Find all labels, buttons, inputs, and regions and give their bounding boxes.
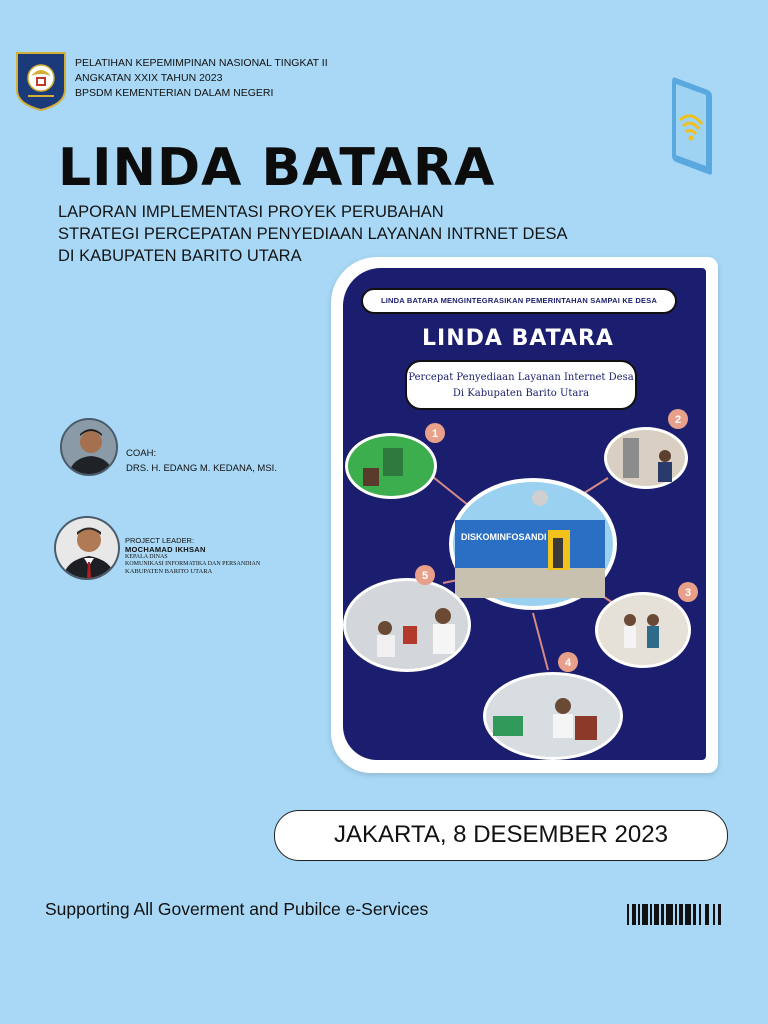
poster-title: LINDA BATARA — [422, 326, 614, 351]
subtitle-line-3: DI KABUPATEN BARITO UTARA — [58, 247, 302, 265]
coach-label: COAH: — [126, 448, 157, 459]
date-pill: JAKARTA, 8 DESEMBER 2023 — [274, 810, 728, 861]
institution-block — [75, 56, 328, 101]
svg-text:2: 2 — [674, 414, 682, 426]
subtitle-line-1: LAPORAN IMPLEMENTASI PROYEK PERUBAHAN — [58, 203, 444, 221]
badge-2 — [668, 409, 688, 429]
center-photo — [449, 478, 617, 610]
phone-wifi-icon — [668, 76, 714, 178]
photo-2 — [604, 427, 688, 489]
leader-region: KABUPATEN BARITO UTARA — [125, 568, 213, 575]
leader-avatar — [54, 516, 120, 580]
project-poster — [343, 268, 706, 760]
photo-1 — [345, 433, 437, 499]
leader-label: PROJECT LEADER: — [125, 536, 195, 545]
poster-banner: LINDA BATARA MENGINTEGRASIKAN PEMERINTAHAN SAMPAI KE DESA — [361, 288, 677, 314]
svg-text:4: 4 — [564, 657, 572, 669]
coach-text — [126, 446, 277, 476]
kemendagri-emblem-icon — [14, 50, 68, 112]
svg-text:1: 1 — [431, 428, 439, 440]
main-title: LINDA BATARA — [58, 138, 496, 198]
leader-name: MOCHAMAD IKHSAN — [125, 545, 206, 554]
institution-line-2: ANGKATAN XXIX TAHUN 2023 — [75, 72, 223, 84]
badge-5 — [415, 565, 435, 585]
connector-4 — [533, 613, 548, 670]
poster-subtitle-line-1: Percepat Penyediaan Layanan Internet Desa — [408, 372, 634, 383]
barcode-icon — [627, 904, 721, 925]
institution-line-1: PELATIHAN KEPEMIMPINAN NASIONAL TINGKAT II — [75, 57, 328, 69]
poster-subtitle-line-2: Di Kabupaten Barito Utara — [452, 388, 590, 399]
leader-office: KOMUNIKASI INFORMATIKA DAN PERSANDIAN — [125, 561, 261, 567]
svg-text:5: 5 — [421, 570, 429, 582]
institution-line-3: BPSDM KEMENTERIAN DALAM NEGERI — [75, 87, 274, 99]
poster-subtitle — [405, 360, 637, 410]
coach-name: DRS. H. EDANG M. KEDANA, MSI. — [126, 463, 277, 474]
svg-text:3: 3 — [684, 587, 692, 599]
leader-text — [125, 536, 260, 576]
badge-1 — [425, 423, 445, 443]
photo-3 — [595, 592, 691, 668]
subtitle-line-2: STRATEGI PERCEPATAN PENYEDIAAN LAYANAN INTRNET DESA — [58, 225, 568, 243]
leader-role: KEPALA DINAS — [125, 554, 168, 560]
photo-4 — [483, 672, 623, 760]
tagline: Supporting All Goverment and Pubilce e-Services — [45, 899, 429, 919]
center-sign-text: DISKOMINFOSANDI — [461, 532, 547, 542]
badge-4 — [558, 652, 578, 672]
badge-3 — [678, 582, 698, 602]
photo-5 — [343, 578, 471, 672]
coach-avatar — [60, 418, 118, 476]
